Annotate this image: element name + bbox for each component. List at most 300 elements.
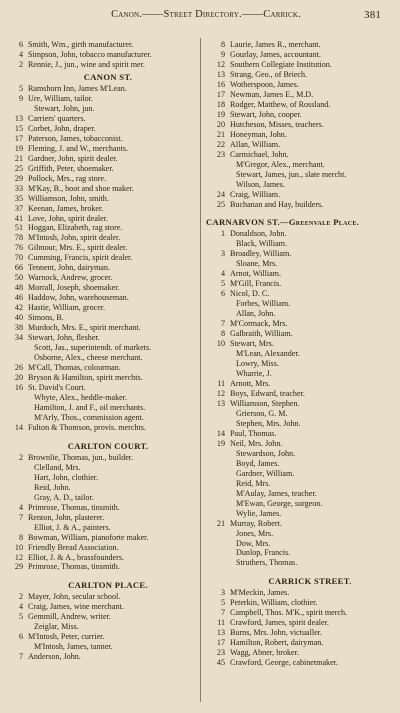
house-number: 13: [216, 69, 225, 79]
directory-entry: [4, 333, 194, 343]
resident-name: Primrose, Thomas, tinsmith.: [28, 562, 120, 572]
house-number: [206, 299, 230, 309]
house-number: [206, 259, 230, 269]
house-number: 70: [14, 253, 23, 263]
directory-entry: [4, 184, 194, 194]
house-number: 34: [14, 333, 23, 343]
resident-name: Stewart, John, flesher.: [28, 333, 100, 343]
house-number: 19: [216, 109, 225, 119]
resident-name: Zeiglar, Miss.: [34, 622, 79, 632]
resident-name: Hart, John, clothier.: [34, 472, 99, 482]
house-number: 6: [220, 289, 225, 299]
directory-entry: [206, 170, 396, 180]
resident-name: Renton, John, plasterer.: [28, 512, 105, 522]
house-number: 5: [18, 83, 23, 93]
resident-name: Jones, Mrs.: [236, 528, 274, 538]
resident-name: Bowman, William, pianoforte maker.: [28, 532, 149, 542]
street-heading: CARLTON PLACE.: [68, 580, 148, 591]
house-number: 9: [220, 49, 225, 59]
directory-entry: [4, 373, 194, 383]
house-number: [206, 419, 230, 429]
house-number: 66: [14, 263, 23, 273]
directory-entry: [206, 229, 396, 239]
resident-name: Fleming, J. and W., merchants.: [28, 143, 129, 153]
house-number: 2: [18, 452, 23, 462]
resident-name: M'Kay, B., boot and shoe maker.: [28, 183, 134, 193]
house-number: [206, 479, 230, 489]
house-number: 14: [216, 428, 225, 438]
resident-name: Corbet, John, draper.: [28, 123, 96, 133]
house-number: 4: [18, 502, 23, 512]
resident-name: Dunlop, Francis.: [236, 548, 291, 558]
resident-name: Reid, John.: [34, 482, 71, 492]
resident-name: Mayer, John, secular school.: [28, 592, 121, 602]
house-number: 46: [14, 293, 23, 303]
directory-entry: [206, 489, 396, 499]
resident-name: Hamilton, J. and F., oil merchants.: [34, 402, 146, 412]
directory-entry: [4, 50, 194, 60]
house-number: [206, 499, 230, 509]
house-number: [206, 239, 230, 249]
resident-name: Gardner, John, spirit dealer.: [28, 153, 118, 163]
resident-name: M'Intosh, John, spirit dealer.: [28, 233, 121, 243]
house-number: 4: [18, 49, 23, 59]
resident-name: Arnot, William.: [230, 269, 282, 279]
house-number: 45: [216, 658, 225, 668]
resident-name: Gray, A. D., tailor.: [34, 492, 94, 502]
directory-entry: [4, 134, 194, 144]
directory-entry: [206, 239, 396, 249]
directory-entry: [206, 359, 396, 369]
house-number: 9: [18, 93, 23, 103]
page-header: [0, 0, 400, 24]
house-number: [206, 459, 230, 469]
resident-name: Stewart, John, cooper.: [230, 109, 302, 119]
directory-entry: [206, 249, 396, 259]
directory-entry: [206, 539, 396, 549]
resident-name: M'Ewan, George, surgeon.: [236, 498, 323, 508]
directory-entry: [206, 419, 396, 429]
resident-name: Gemmill, Andrew, writer.: [28, 612, 111, 622]
directory-entry: [4, 303, 194, 313]
directory-entry: [206, 110, 396, 120]
house-number: 25: [14, 163, 23, 173]
directory-entry: [4, 174, 194, 184]
house-number: 12: [216, 388, 225, 398]
directory-entry: [206, 180, 396, 190]
resident-name: Hamilton, Robert, dairyman.: [230, 638, 324, 648]
directory-entry: [4, 60, 194, 70]
directory-entry: [4, 233, 194, 243]
house-number: 8: [220, 40, 225, 49]
resident-name: M'Gill, Francis.: [230, 279, 282, 289]
directory-entry: [4, 642, 194, 652]
house-number: [206, 349, 230, 359]
house-number: 11: [217, 379, 225, 388]
resident-name: Wotherspoon, James.: [230, 79, 299, 89]
directory-entry: [206, 90, 396, 100]
house-number: [4, 483, 28, 493]
resident-name: Wharrie, J.: [236, 369, 272, 379]
house-number: [206, 160, 230, 170]
directory-entry: [206, 120, 396, 130]
house-number: 42: [14, 303, 23, 313]
directory-entry: [206, 519, 396, 529]
directory-entry: [4, 612, 194, 622]
resident-name: Williamson, Stephen.: [230, 398, 300, 408]
resident-name: Wagg, Abner, broker.: [230, 648, 299, 658]
directory-entry: [4, 403, 194, 413]
house-number: [206, 170, 230, 180]
house-number: [4, 413, 28, 423]
house-number: [4, 343, 28, 353]
house-number: 15: [14, 123, 23, 133]
resident-name: Arnott, Mrs.: [230, 379, 271, 388]
resident-name: Nicol, D. C.: [230, 289, 270, 299]
resident-name: M'Lean, Alexander.: [236, 349, 300, 359]
house-number: 1: [220, 229, 225, 239]
resident-name: Griffith, Peter, shoemaker.: [28, 163, 114, 173]
house-number: 20: [14, 373, 23, 382]
resident-name: Stewart, James, jun., slate mercht.: [236, 169, 347, 179]
directory-entry: [206, 309, 396, 319]
house-number: 21: [14, 153, 23, 163]
house-number: [206, 539, 230, 549]
directory-entry: [4, 423, 194, 433]
house-number: 23: [216, 648, 225, 658]
resident-name: Lowry, Miss.: [236, 359, 279, 369]
house-number: 4: [18, 602, 23, 612]
resident-name: Elliot, J. & A., painters.: [34, 522, 111, 532]
street-heading: CANON ST.: [83, 71, 133, 82]
house-number: 13: [216, 398, 225, 408]
resident-name: Fulton & Thomson, provis. merchts.: [28, 422, 146, 432]
directory-entry: [206, 389, 396, 399]
house-number: 37: [14, 203, 23, 213]
directory-entry: [206, 529, 396, 539]
house-number: 48: [14, 283, 23, 293]
house-number: 13: [216, 628, 225, 638]
directory-entry: [4, 253, 194, 263]
house-number: [206, 469, 230, 479]
resident-name: Murray, Robert.: [230, 518, 282, 528]
house-number: 8: [18, 532, 23, 542]
directory-entry: [4, 114, 194, 124]
street-heading: CARRICK STREET.: [268, 576, 352, 587]
house-number: 2: [18, 592, 23, 602]
directory-entry: [206, 588, 396, 598]
resident-name: Sloane, Mrs.: [236, 259, 278, 269]
resident-name: Simons, B.: [28, 313, 64, 323]
directory-entry: [206, 140, 396, 150]
resident-name: Friendly Bread Association.: [28, 542, 119, 552]
directory-entry: [4, 383, 194, 393]
house-number: 18: [216, 99, 225, 109]
resident-name: Tennent, John, dairyman.: [28, 263, 110, 273]
directory-entry: [206, 289, 396, 299]
resident-name: M'Arly, Thos., commission agent.: [34, 412, 144, 422]
house-number: 11: [217, 618, 225, 628]
house-number: [206, 489, 230, 499]
directory-entry: [4, 553, 194, 563]
house-number: 23: [216, 149, 225, 159]
resident-name: Carriers' quarters.: [28, 113, 86, 123]
left-column: [4, 40, 194, 662]
directory-entry: [206, 409, 396, 419]
resident-name: Wylie, James.: [236, 508, 282, 518]
directory-entry: [4, 463, 194, 473]
directory-entry: [4, 104, 194, 114]
resident-name: Bryson & Hamilton, spirit merchts.: [28, 373, 143, 382]
house-number: 7: [18, 512, 23, 522]
house-number: 7: [220, 319, 225, 329]
house-number: [4, 104, 28, 114]
resident-name: Neil, Mrs. John.: [230, 438, 283, 448]
directory-entry: [4, 413, 194, 423]
resident-name: M'Intosh, Peter, currier.: [28, 632, 105, 642]
directory-entry: [206, 369, 396, 379]
directory-entry: [4, 343, 194, 353]
directory-entry: [4, 164, 194, 174]
directory-entry: [206, 449, 396, 459]
house-number: 22: [216, 139, 225, 149]
house-number: [4, 463, 28, 473]
directory-entry: [206, 130, 396, 140]
directory-entry: [206, 190, 396, 200]
house-number: [206, 369, 230, 379]
directory-entry: [206, 150, 396, 160]
house-number: 19: [14, 143, 23, 153]
resident-name: M'Intosh, James, tanner.: [34, 642, 113, 652]
directory-entry: [4, 204, 194, 214]
resident-name: Stewart, John, jun.: [34, 103, 95, 113]
house-number: 24: [216, 189, 225, 199]
resident-name: Primrose, Thomas, tinsmith.: [28, 502, 120, 512]
directory-entry: [4, 243, 194, 253]
resident-name: Peterkin, William, clothier.: [230, 598, 318, 608]
resident-name: Cumming, Francis, spirit dealer.: [28, 253, 133, 263]
directory-entry: [4, 503, 194, 513]
directory-entry: [206, 429, 396, 439]
house-number: 25: [216, 199, 225, 209]
directory-entry: [206, 329, 396, 339]
house-number: 35: [14, 193, 23, 203]
house-number: 16: [14, 382, 23, 392]
house-number: 7: [18, 652, 23, 662]
directory-entry: [206, 70, 396, 80]
resident-name: Reid, Mrs.: [236, 478, 271, 488]
resident-name: Strang, Geo., of Briech.: [230, 69, 308, 79]
resident-name: Dow, Mrs.: [236, 538, 271, 548]
house-number: [4, 523, 28, 533]
house-number: [206, 359, 230, 369]
house-number: 5: [220, 279, 225, 289]
street-heading: CARNARVON ST.—Greenvale Place.: [206, 217, 360, 228]
resident-name: St. David's Court.: [28, 382, 86, 392]
house-number: 8: [220, 329, 225, 339]
house-number: 3: [220, 588, 225, 598]
resident-name: Warnock, Andrew, grocer.: [28, 273, 113, 283]
directory-entry: [206, 279, 396, 289]
directory-entry: [206, 160, 396, 170]
house-number: 21: [216, 129, 225, 139]
resident-name: Allan, William.: [230, 139, 281, 149]
directory-entry: [206, 200, 396, 210]
directory-entry: [206, 439, 396, 449]
directory-entry: [206, 269, 396, 279]
resident-name: Allan, John.: [236, 309, 276, 319]
directory-entry: [206, 80, 396, 90]
house-number: [206, 509, 230, 519]
resident-name: Laurie, James R., merchant.: [230, 40, 321, 49]
house-number: 12: [216, 59, 225, 69]
house-number: [206, 548, 230, 558]
house-number: [4, 353, 28, 363]
directory-entry: [4, 602, 194, 612]
resident-name: Campbell, Thos. M'K., spirit merch.: [230, 608, 348, 618]
directory-entry: [206, 548, 396, 558]
resident-name: M'Gregor, Alex., merchant.: [236, 159, 325, 169]
directory-entry: [206, 319, 396, 329]
house-number: 26: [14, 363, 23, 373]
directory-entry: [4, 283, 194, 293]
directory-entry: [4, 483, 194, 493]
house-number: 21: [216, 518, 225, 528]
directory-entry: [206, 399, 396, 409]
directory-entry: [4, 214, 194, 224]
resident-name: Williamson, John, smith.: [28, 193, 109, 203]
house-number: 4: [220, 269, 225, 279]
house-number: 78: [14, 233, 23, 243]
resident-name: Anderson, John.: [28, 652, 81, 662]
house-number: 20: [216, 119, 225, 129]
street-heading: CARLTON COURT.: [67, 440, 149, 451]
resident-name: M'Meckin, James.: [230, 588, 290, 598]
resident-name: Boyd, James.: [236, 458, 280, 468]
directory-entry: [4, 473, 194, 483]
directory-entry: [206, 499, 396, 509]
directory-entry: [206, 479, 396, 489]
resident-name: Stephen, Mrs. John.: [236, 418, 301, 428]
resident-name: Rennie, J., jun., wine and spirit mer.: [28, 59, 145, 69]
column-divider: [200, 38, 201, 702]
directory-entry: [206, 658, 396, 668]
directory-entry: [206, 469, 396, 479]
house-number: 17: [14, 133, 23, 143]
resident-name: Boys, Edward, teacher.: [230, 388, 305, 398]
resident-name: Haddow, John, warehouseman.: [28, 293, 129, 303]
directory-entry: [4, 523, 194, 533]
house-number: 38: [14, 323, 23, 333]
directory-entry: [206, 638, 396, 648]
resident-name: Brownlie, Thomas, jun., builder.: [28, 452, 134, 462]
house-number: [4, 393, 28, 403]
resident-name: Black, William.: [236, 239, 288, 249]
directory-entry: [206, 60, 396, 70]
house-number: 7: [220, 608, 225, 618]
resident-name: Craig, James, wine merchant.: [28, 602, 124, 612]
resident-name: M'Call, Thomas, colourman.: [28, 363, 121, 373]
resident-name: Stewart, Mrs.: [230, 339, 274, 349]
directory-entry: [4, 543, 194, 553]
resident-name: Rodger, Matthew, of Rossland.: [230, 99, 331, 109]
directory-entry: [4, 293, 194, 303]
resident-name: Keenan, James, broker.: [28, 203, 104, 213]
directory-entry: [4, 40, 194, 50]
directory-entry: [206, 628, 396, 638]
resident-name: Struthers, Thomas.: [236, 558, 298, 568]
house-number: 29: [14, 173, 23, 183]
resident-name: Paterson, James, tobacconist.: [28, 133, 123, 143]
directory-entry: [4, 453, 194, 463]
house-number: 6: [18, 40, 23, 49]
resident-name: Murdoch, Mrs. E., spirit merchant.: [28, 323, 141, 333]
house-number: [206, 409, 230, 419]
house-number: 50: [14, 273, 23, 283]
house-number: 12: [14, 552, 23, 562]
house-number: [4, 642, 28, 652]
right-column: [206, 40, 396, 668]
resident-name: Whyte, Alex., heddle-maker.: [34, 392, 128, 402]
resident-name: Honeyman, John.: [230, 129, 287, 139]
resident-name: Hutcheson, Misses, teachers.: [230, 119, 324, 129]
resident-name: Stewardson, John.: [236, 448, 296, 458]
directory-entry: [206, 259, 396, 269]
directory-entry: [4, 273, 194, 283]
house-number: 41: [14, 213, 23, 223]
resident-name: Clelland, Mrs.: [34, 462, 81, 472]
house-number: 29: [14, 562, 23, 572]
directory-entry: [206, 608, 396, 618]
house-number: 51: [14, 223, 23, 233]
house-number: 10: [14, 542, 23, 552]
directory-entry: [206, 299, 396, 309]
resident-name: Crawford, George, cabinetmaker.: [230, 658, 338, 668]
resident-name: Gourlay, James, accountant.: [230, 49, 321, 59]
house-number: [206, 309, 230, 319]
house-number: 2: [18, 59, 23, 69]
house-number: 33: [14, 183, 23, 193]
resident-name: Crawford, James, spirit dealer.: [230, 618, 329, 628]
directory-entry: [206, 598, 396, 608]
house-number: [4, 622, 28, 632]
directory-entry: [4, 393, 194, 403]
resident-name: Broadley, William.: [230, 249, 292, 259]
house-number: [206, 558, 230, 568]
directory-entry: [4, 622, 194, 632]
directory-entry: [206, 379, 396, 389]
directory-entry: [206, 100, 396, 110]
directory-entry: [4, 194, 194, 204]
directory-entry: [206, 50, 396, 60]
resident-name: Paul, Thomas.: [230, 428, 277, 438]
resident-name: Love, John, spirit dealer.: [28, 213, 109, 223]
resident-name: Smith, Wm., girth manufacturer.: [28, 40, 134, 49]
directory-entry: [206, 349, 396, 359]
resident-name: M'Aulay, James, teacher.: [236, 488, 317, 498]
resident-name: Forbes, William.: [236, 299, 291, 309]
resident-name: Grierson, G. M.: [236, 408, 288, 418]
page-number: 381: [364, 9, 382, 21]
resident-name: Craig, William.: [230, 189, 281, 199]
resident-name: Ramshorn Inn, James M'Lean.: [28, 83, 127, 93]
resident-name: Newman, James E., M.D.: [230, 89, 314, 99]
house-number: 17: [216, 638, 225, 648]
directory-entry: [4, 84, 194, 94]
resident-name: Osborne, Alex., cheese merchant.: [34, 353, 143, 363]
resident-name: Simpson, John, tobacco manufacturer.: [28, 49, 152, 59]
resident-name: Buchanan and Hay, builders.: [230, 199, 324, 209]
